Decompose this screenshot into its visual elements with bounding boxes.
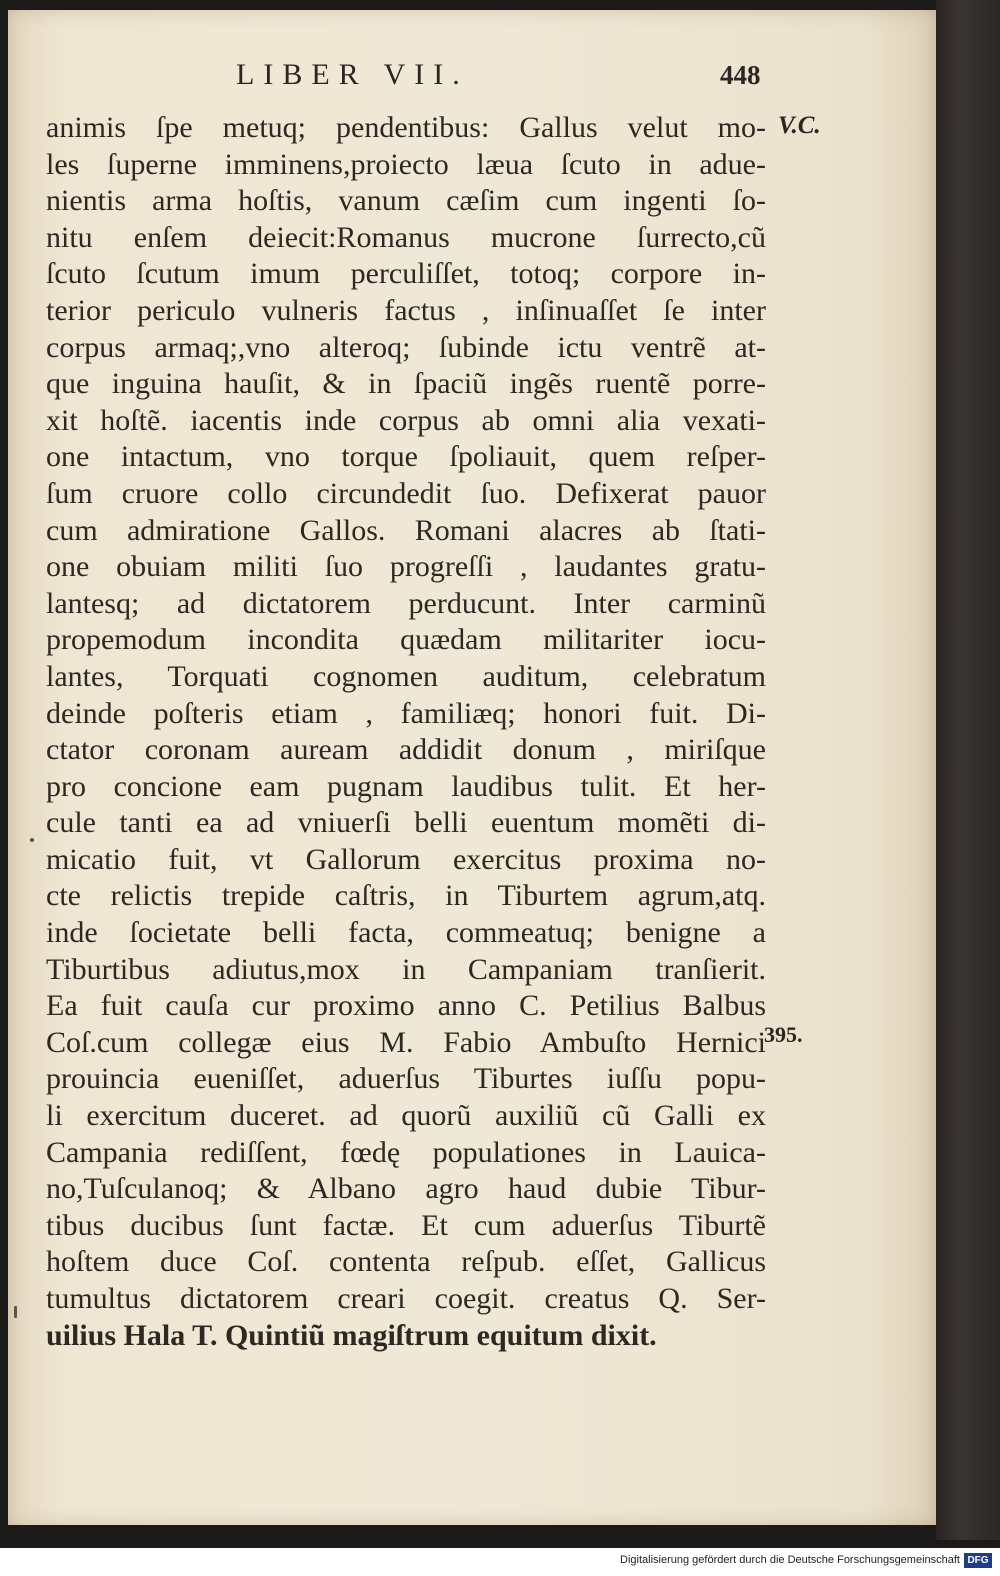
page-number: 448	[720, 60, 761, 90]
text-line: inde ſocietate belli facta, commeatuq; benigne a	[46, 916, 766, 950]
text-line: hoſtem duce Coſ. contenta reſpub. eſſet, Gallicus	[46, 1245, 766, 1279]
text-line: Coſ.cum collegæ eius M. Fabio Ambuſto Hernici	[46, 1025, 766, 1059]
text-line: no,Tuſculanoq; & Albano agro haud dubie Tibur-	[46, 1172, 766, 1206]
text-line: terior periculo vulneris factus , inſinuaſſet ſe inter	[46, 293, 766, 327]
book-edge	[936, 0, 1000, 1540]
text-line: corpus armaq;,vno alteroq; ſubinde ictu ventrẽ at-	[46, 330, 766, 364]
digitization-footer	[0, 1548, 1000, 1576]
text-line: propemodum incondita quædam militariter iocu-	[46, 623, 766, 657]
ink-speck	[30, 838, 34, 842]
text-line: lantes, Torquati cognomen auditum, celebratum	[46, 659, 766, 693]
book-page	[8, 10, 936, 1525]
text-line: ctator coronam auream addidit donum , miriſque	[46, 733, 766, 767]
margin-note-vc: V.C.	[778, 112, 821, 139]
text-line: prouincia eueniſſet, aduerſus Tiburtes iuſſu popu-	[46, 1062, 766, 1096]
text-line: Campania rediſſent, fœdę populationes in Lauica-	[46, 1135, 766, 1169]
text-line: les ſuperne imminens,proiecto læua ſcuto in adue-	[46, 147, 766, 181]
text-line: tibus ducibus ſunt factæ. Et cum aduerſus Tiburtẽ	[46, 1208, 766, 1242]
text-line: cte relictis trepide caſtris, in Tiburtem agrum,atq.	[46, 879, 766, 913]
text-line: one intactum, vno torque ſpoliauit, quem reſper-	[46, 440, 766, 474]
text-line: ſum cruore collo circundedit ſuo. Defixerat pauor	[46, 476, 766, 510]
text-line: Tiburtibus adiutus,mox in Campaniam tranſierit.	[46, 952, 766, 986]
text-line: tumultus dictatorem creari coegit. creatus Q. Ser-	[46, 1282, 766, 1315]
text-line: que inguina hauſit, & in ſpaciũ ingẽs ruentẽ porre-	[46, 367, 766, 401]
text-line: deinde poſteris etiam , familiæq; honori fuit. Di-	[46, 696, 766, 730]
text-line: ſcuto ſcutum imum perculiſſet, totoq; corpore in-	[46, 257, 766, 291]
text-line: pro concione eam pugnam laudibus tulit. Et her-	[46, 769, 766, 803]
running-head: LIBER VII.	[236, 58, 469, 91]
text-line: cum admiratione Gallos. Romani alacres ab ſtati-	[46, 513, 766, 547]
text-line: nitu enſem deiecit:Romanus mucrone ſurrecto,cũ	[46, 220, 766, 254]
text-line: micatio fuit, vt Gallorum exercitus proxima no-	[46, 842, 766, 876]
page-header	[8, 58, 936, 98]
text-line: li exercitum duceret. ad quorũ auxiliũ cũ Galli ex	[46, 1099, 766, 1133]
funding-credit: Digitalisierung gefördert durch die Deutsche Forschungsgemeinschaft	[620, 1554, 960, 1566]
ink-speck	[14, 1306, 17, 1318]
margin-note-year: 395.	[764, 1022, 803, 1047]
text-line: xit hoſtẽ. iacentis inde corpus ab omni alia vexati-	[46, 403, 766, 437]
text-line: lantesq; ad dictatorem perducunt. Inter carminũ	[46, 586, 766, 620]
body-text	[46, 110, 766, 1354]
text-line: animis ſpe metuq; pendentibus: Gallus velut mo-	[46, 111, 766, 144]
text-line: Ea fuit cauſa cur proximo anno C. Petilius Balbus	[46, 989, 766, 1023]
dfg-logo: DFG	[964, 1553, 992, 1568]
text-line: cule tanti ea ad vniuerſi belli euentum momẽti di-	[46, 806, 766, 840]
text-line: one obuiam militi ſuo progreſſi , laudantes gratu-	[46, 550, 766, 584]
text-line: nientis arma hoſtis, vanum cæſim cum ingenti ſo-	[46, 184, 766, 218]
text-line: uilius Hala T. Quintiũ magiſtrum equitum dixit.	[46, 1318, 657, 1352]
